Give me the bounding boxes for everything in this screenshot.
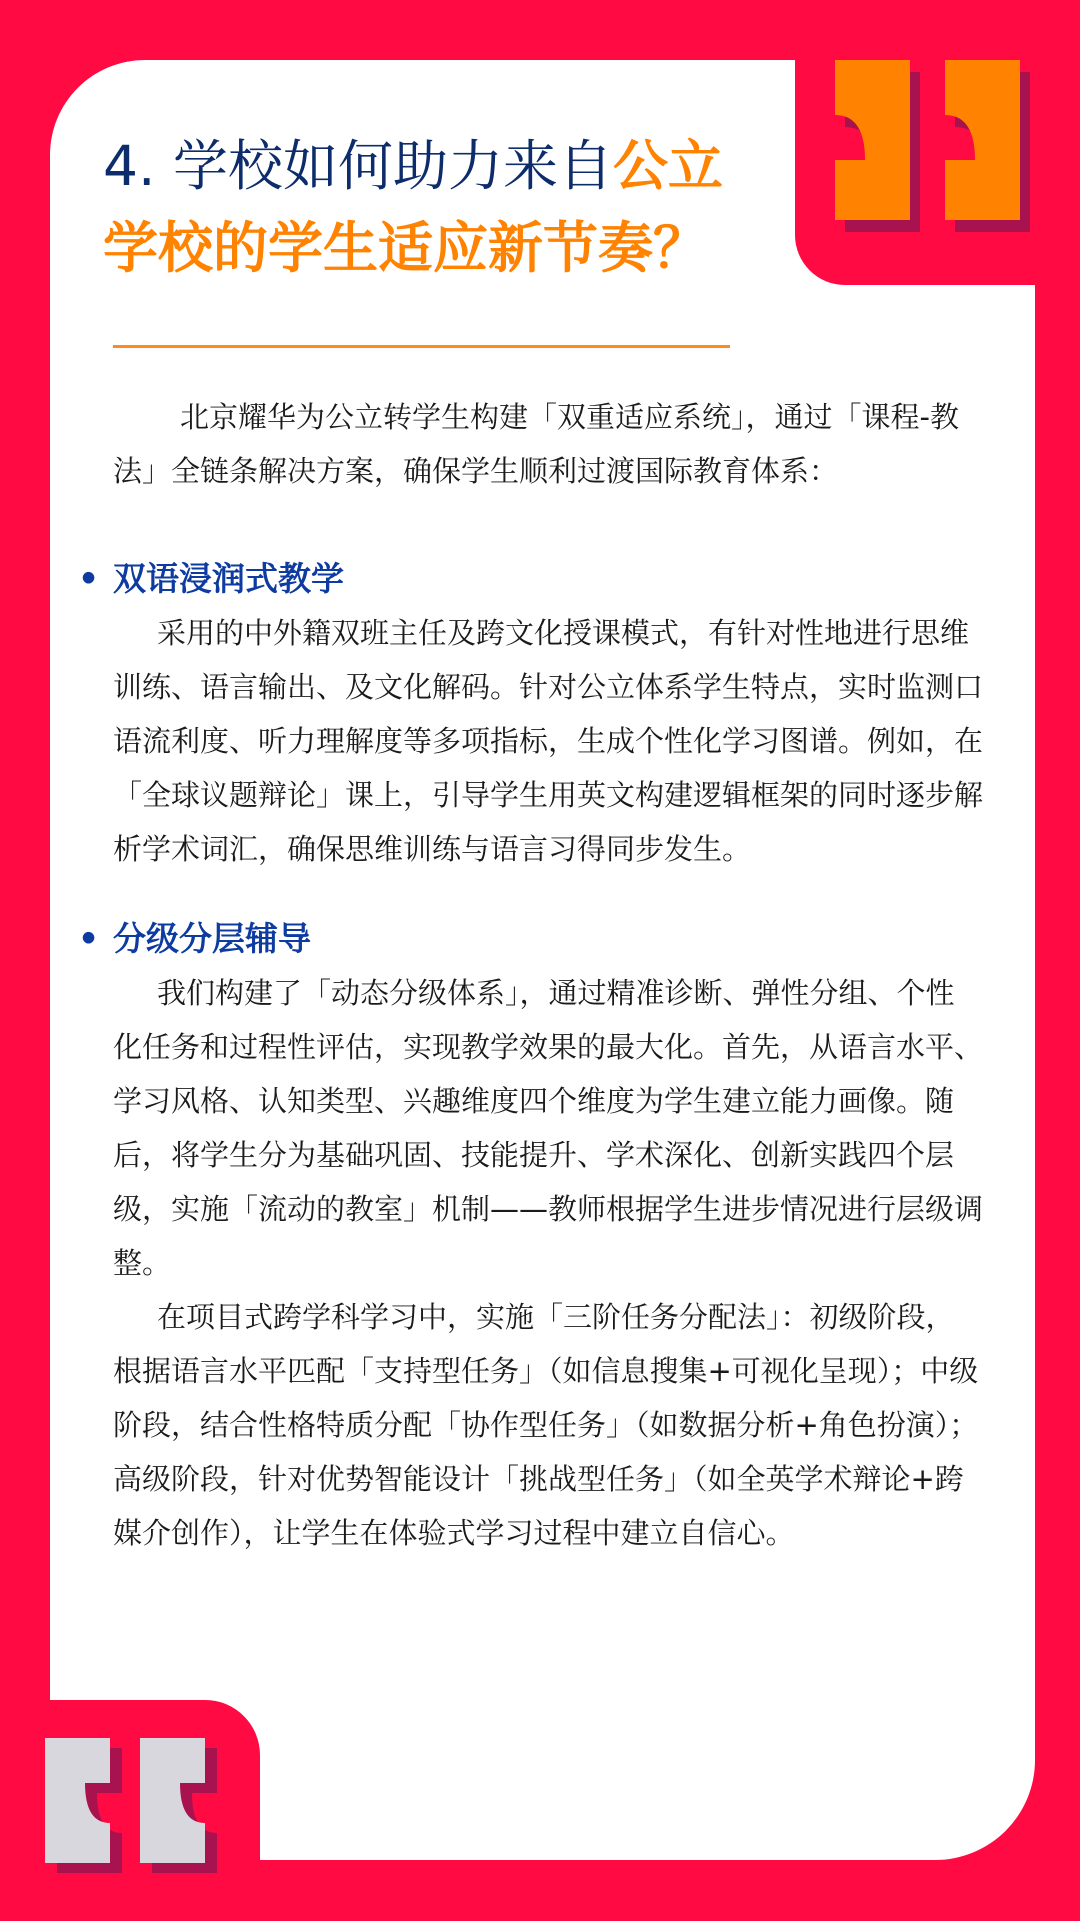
title-prefix: 4. 学校如何助力来自 [103,134,613,198]
section-heading-tiered: • 分级分层辅导 [58,912,928,966]
opening-quote-icon [40,1738,240,1878]
section-paragraph: 我们构建了「动态分级体系」，通过精准诊断、弹性分组、个性化任务和过程性评估，实现教学效果的最大化。首先，从语言水平、学习风格、认知类型、兴趣维度四个维度为学生建立能力画像。随后，将学生分为基础巩固、技能提升、学术深化、创新实践四个层级，实施「流动的教室」机制——教师根据学生进步情况进行层级调整。 [113,976,984,1280]
page-title [103,125,723,289]
article-body [113,390,983,1560]
title-highlight-2: 学校的学生适应新节奏？ [103,216,709,280]
title-highlight-1: 公立 [612,134,723,198]
section-heading-bilingual: • 双语浸润式教学 [58,552,928,606]
section-paragraph: 在项目式跨学科学习中，实施「三阶任务分配法」：初级阶段，根据语言水平匹配「支持型任务」（如信息搜集+可视化呈现）；中级阶段，结合性格特质分配「协作型任务」（如数据分析+角色扮演）；高级阶段，针对优势智能设计「挑战型任务」（如全英学术辩论+跨媒介创作），让学生在体验式学习过程中建立自信心。 [113,1300,979,1550]
intro-paragraph: 北京耀华为公立转学生构建「双重适应系统」，通过「课程-教法」全链条解决方案，确保学生顺利过渡国际教育体系： [113,400,959,488]
section-paragraph: 采用的中外籍双班主任及跨文化授课模式，有针对性地进行思维训练、语言输出、及文化解码。针对公立体系学生特点，实时监测口语流利度、听力理解度等多项指标，生成个性化学习图谱。例如，在「全球议题辩论」课上，引导学生用英文构建逻辑框架的同时逐步解析学术词汇，确保思维训练与语言习得同步发生。 [113,616,984,866]
title-divider [113,345,730,348]
closing-quote-icon [835,60,1055,240]
